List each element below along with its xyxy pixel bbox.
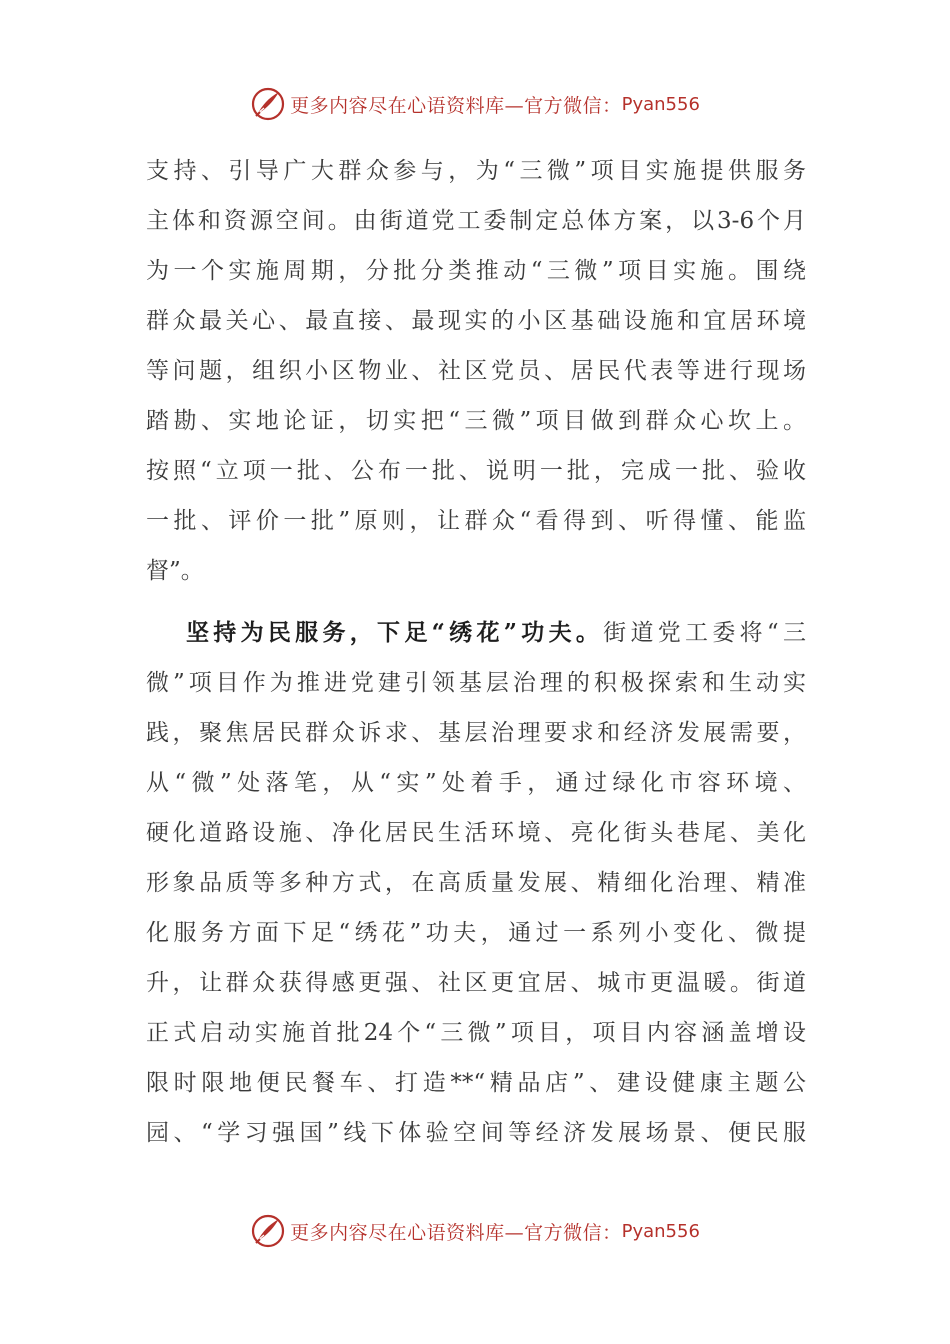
paragraph-2-first-line-rest: 街道党工委将“三 xyxy=(603,620,806,646)
text-line: 践，聚焦居民群众诉求、基层治理要求和经济发展需要， xyxy=(146,720,806,746)
text-line: 升，让群众获得感更强、社区更宜居、城市更温暖。街道 xyxy=(146,970,806,996)
header-wechat-id: Pyan556 xyxy=(621,93,700,115)
text-line: 支持、引导广大群众参与，为“三微”项目实施提供服务 xyxy=(146,158,806,184)
text-line: 化服务方面下足“绣花”功夫，通过一系列小变化、微提 xyxy=(146,920,806,946)
footer-wechat-id: Pyan556 xyxy=(621,1220,700,1242)
footer-banner xyxy=(0,1211,950,1251)
paragraph-1 xyxy=(146,146,806,596)
text-line: 为一个实施周期，分批分类推动“三微”项目实施。围绕 xyxy=(146,258,806,284)
text-line: 群众最关心、最直接、最现实的小区基础设施和宜居环境 xyxy=(146,308,806,334)
paragraph-2 xyxy=(146,608,806,1158)
text-line: 一批、评价一批”原则，让群众“看得到、听得懂、能监 xyxy=(146,508,806,534)
text-line: 硬化道路设施、净化居民生活环境、亮化街头巷尾、美化 xyxy=(146,820,806,846)
paragraph-2-first-line xyxy=(146,608,806,658)
text-line: 形象品质等多种方式，在高质量发展、精细化治理、精准 xyxy=(146,870,806,896)
text-line: 限时限地便民餐车、打造**“精品店”、建设健康主题公 xyxy=(146,1070,806,1096)
text-line: 督”。 xyxy=(146,558,204,584)
header-banner-text: 更多内容尽在心语资料库—官方微信： xyxy=(290,94,622,117)
text-line: 园、“学习强国”线下体验空间等经济发展场景、便民服 xyxy=(146,1120,806,1146)
quill-logo-icon xyxy=(250,1213,286,1249)
text-line: 按照“立项一批、公布一批、说明一批，完成一批、验收 xyxy=(146,458,806,484)
quill-logo-icon xyxy=(250,86,286,122)
text-line: 主体和资源空间。由街道党工委制定总体方案，以3-6个月 xyxy=(146,208,806,234)
text-line: 微”项目作为推进党建引领基层治理的积极探索和生动实 xyxy=(146,670,806,696)
text-line: 从“微”处落笔，从“实”处着手，通过绿化市容环境、 xyxy=(146,770,806,796)
text-line: 等问题，组织小区物业、社区党员、居民代表等进行现场 xyxy=(146,358,806,384)
paragraph-2-lead: 坚持为民服务，下足“绣花”功夫。 xyxy=(186,619,604,646)
text-line: 踏勘、实地论证，切实把“三微”项目做到群众心坎上。 xyxy=(146,408,806,434)
text-line: 正式启动实施首批24个“三微”项目，项目内容涵盖增设 xyxy=(146,1020,806,1046)
footer-banner-text: 更多内容尽在心语资料库—官方微信： xyxy=(290,1221,622,1244)
document-body xyxy=(146,146,806,1158)
header-banner xyxy=(0,84,950,124)
paragraph-gap xyxy=(146,596,806,608)
